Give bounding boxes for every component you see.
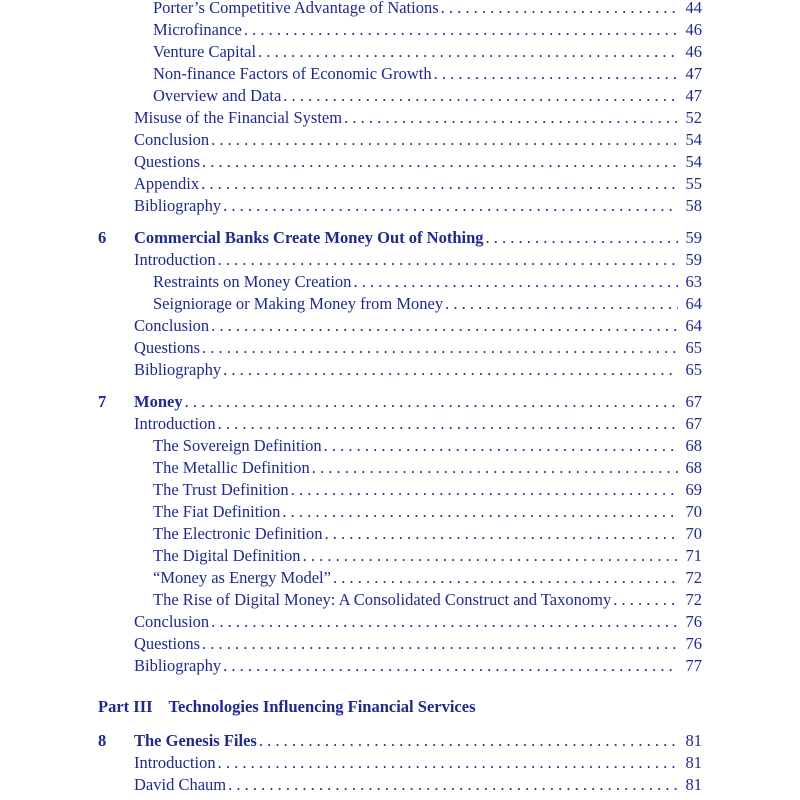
- toc-entry-page: 65: [685, 338, 702, 357]
- toc-entry-page: 76: [685, 634, 702, 653]
- toc-entry[interactable]: [0, 271, 800, 293]
- toc-entry[interactable]: [0, 0, 800, 19]
- toc-entry[interactable]: [0, 85, 800, 107]
- toc-entry[interactable]: [0, 195, 800, 217]
- toc-entry-title: Appendix: [134, 174, 200, 193]
- toc-entry[interactable]: [0, 293, 800, 315]
- chapter-title: The Genesis Files: [134, 731, 257, 750]
- chapter-number: 7: [98, 392, 107, 411]
- toc-entry-title: Porter’s Competitive Advantage of Nations: [153, 0, 439, 17]
- leader-dots: [223, 655, 678, 677]
- toc-entry-title: Misuse of the Financial System: [134, 108, 343, 127]
- toc-entry-page: 70: [685, 502, 702, 521]
- toc-entry-title: Bibliography: [134, 360, 222, 379]
- toc-entry-page: 64: [685, 316, 702, 335]
- toc-entry-title: The Digital Definition: [153, 546, 301, 565]
- toc-chapter[interactable]: [0, 227, 800, 249]
- toc-entry-title: The Sovereign Definition: [153, 436, 322, 455]
- toc-entry-title: Overview and Data: [153, 86, 282, 105]
- toc-entry-page: 58: [685, 196, 702, 215]
- toc-entry-title: David Chaum: [134, 775, 227, 794]
- toc-entry[interactable]: [0, 655, 800, 677]
- toc-entry-page: 47: [685, 86, 702, 105]
- toc-entry-title: The Rise of Digital Money: A Consolidated Construct and Taxonomy: [153, 590, 612, 609]
- toc-entry-title: Questions: [134, 634, 200, 653]
- toc-entry[interactable]: [0, 413, 800, 435]
- toc-entry-title: Non-finance Factors of Economic Growth: [153, 64, 432, 83]
- toc-entry-page: 59: [685, 228, 702, 247]
- toc-entry-page: 70: [685, 524, 702, 543]
- toc-entry-page: 44: [685, 0, 702, 17]
- toc-entry-title: The Metallic Definition: [153, 458, 310, 477]
- toc-entry[interactable]: [0, 479, 800, 501]
- toc-entry-title: Venture Capital: [153, 42, 257, 61]
- leader-dots: [201, 173, 678, 195]
- toc-entry-page: 81: [685, 753, 702, 772]
- leader-dots: [303, 545, 678, 567]
- toc-entry-title: Conclusion: [134, 130, 210, 149]
- toc-entry-title: Conclusion: [134, 612, 210, 631]
- toc-entry-title: Questions: [134, 152, 200, 171]
- toc-chapter[interactable]: [0, 391, 800, 413]
- toc-entry[interactable]: [0, 41, 800, 63]
- leader-dots: [185, 391, 678, 413]
- toc-entry-page: 68: [685, 458, 702, 477]
- leader-dots: [283, 85, 678, 107]
- leader-dots: [353, 271, 678, 293]
- leader-dots: [486, 227, 678, 249]
- leader-dots: [244, 19, 678, 41]
- toc-entry[interactable]: [0, 774, 800, 796]
- chapter-number: 6: [98, 228, 107, 247]
- leader-dots: [223, 359, 678, 381]
- part-label: Part III: [98, 697, 153, 716]
- leader-dots: [258, 41, 678, 63]
- leader-dots: [312, 457, 678, 479]
- toc-entry-title: Bibliography: [134, 656, 222, 675]
- toc-entry-page: 72: [685, 590, 702, 609]
- toc-chapter[interactable]: [0, 730, 800, 752]
- toc-entry[interactable]: [0, 545, 800, 567]
- leader-dots: [211, 611, 678, 633]
- toc-entry-page: 72: [685, 568, 702, 587]
- leader-dots: [211, 315, 678, 337]
- toc-entry[interactable]: [0, 337, 800, 359]
- toc-entry-page: 76: [685, 612, 702, 631]
- toc-entry-page: 59: [685, 250, 702, 269]
- toc-entry-page: 71: [685, 546, 702, 565]
- toc-entry[interactable]: [0, 633, 800, 655]
- toc-entry[interactable]: [0, 435, 800, 457]
- chapter-title: Money: [134, 392, 183, 411]
- leader-dots: [218, 413, 678, 435]
- toc-entry[interactable]: [0, 19, 800, 41]
- toc-entry[interactable]: [0, 249, 800, 271]
- toc-entry[interactable]: [0, 107, 800, 129]
- toc-entry-page: 63: [685, 272, 702, 291]
- toc-entry-page: 67: [685, 392, 702, 411]
- leader-dots: [441, 0, 678, 19]
- toc-entry-page: 65: [685, 360, 702, 379]
- toc-entry-title: The Trust Definition: [153, 480, 289, 499]
- toc-entry-title: The Fiat Definition: [153, 502, 281, 521]
- leader-dots: [228, 774, 678, 796]
- toc-entry-page: 64: [685, 294, 702, 313]
- chapter-number: 8: [98, 731, 107, 750]
- toc-entry-page: 46: [685, 42, 702, 61]
- leader-dots: [202, 151, 678, 173]
- leader-dots: [291, 479, 678, 501]
- leader-dots: [344, 107, 678, 129]
- toc-entry[interactable]: [0, 151, 800, 173]
- toc-entry-page: 81: [685, 775, 702, 794]
- toc-entry[interactable]: [0, 611, 800, 633]
- toc-entry-page: 68: [685, 436, 702, 455]
- toc-entry[interactable]: [0, 63, 800, 85]
- leader-dots: [333, 567, 678, 589]
- leader-dots: [223, 195, 678, 217]
- toc-entry-page: 55: [685, 174, 702, 193]
- toc-entry-title: The Electronic Definition: [153, 524, 323, 543]
- leader-dots: [211, 129, 678, 151]
- chapter-title: Commercial Banks Create Money Out of Nothing: [134, 228, 484, 247]
- leader-dots: [259, 730, 678, 752]
- part-heading[interactable]: [98, 696, 476, 718]
- toc-entry-title: Questions: [134, 338, 200, 357]
- toc-entry-page: 81: [685, 731, 702, 750]
- toc-entry[interactable]: [0, 567, 800, 589]
- toc-entry-title: Seigniorage or Making Money from Money: [153, 294, 444, 313]
- toc-entry[interactable]: [0, 589, 800, 611]
- toc-entry-page: 77: [685, 656, 702, 675]
- leader-dots: [282, 501, 678, 523]
- leader-dots: [434, 63, 678, 85]
- toc-entry-title: Restraints on Money Creation: [153, 272, 352, 291]
- toc-entry[interactable]: [0, 457, 800, 479]
- toc-entry[interactable]: [0, 523, 800, 545]
- leader-dots: [324, 435, 678, 457]
- toc-entry[interactable]: [0, 752, 800, 774]
- leader-dots: [218, 249, 678, 271]
- leader-dots: [613, 589, 678, 611]
- toc-entry-page: 47: [685, 64, 702, 83]
- toc-entry-title: Microfinance: [153, 20, 242, 39]
- leader-dots: [202, 633, 678, 655]
- leader-dots: [202, 337, 678, 359]
- part-title: Technologies Influencing Financial Services: [168, 697, 476, 716]
- toc-entry[interactable]: [0, 501, 800, 523]
- toc-entry-title: Bibliography: [134, 196, 222, 215]
- toc-entry-page: 46: [685, 20, 702, 39]
- toc-entry[interactable]: [0, 315, 800, 337]
- toc-entry[interactable]: [0, 173, 800, 195]
- toc-entry-title: “Money as Energy Model”: [153, 568, 331, 587]
- toc-entry-title: Introduction: [134, 250, 216, 269]
- toc-entry-page: 54: [685, 130, 702, 149]
- toc-entry-page: 69: [685, 480, 702, 499]
- toc-entry[interactable]: [0, 129, 800, 151]
- toc-entry[interactable]: [0, 359, 800, 381]
- leader-dots: [325, 523, 678, 545]
- toc-entry-title: Conclusion: [134, 316, 210, 335]
- toc-entry-title: Introduction: [134, 414, 216, 433]
- leader-dots: [445, 293, 678, 315]
- toc-entry-page: 52: [685, 108, 702, 127]
- leader-dots: [218, 752, 678, 774]
- toc-entry-page: 54: [685, 152, 702, 171]
- toc-entry-page: 67: [685, 414, 702, 433]
- toc-entry-title: Introduction: [134, 753, 216, 772]
